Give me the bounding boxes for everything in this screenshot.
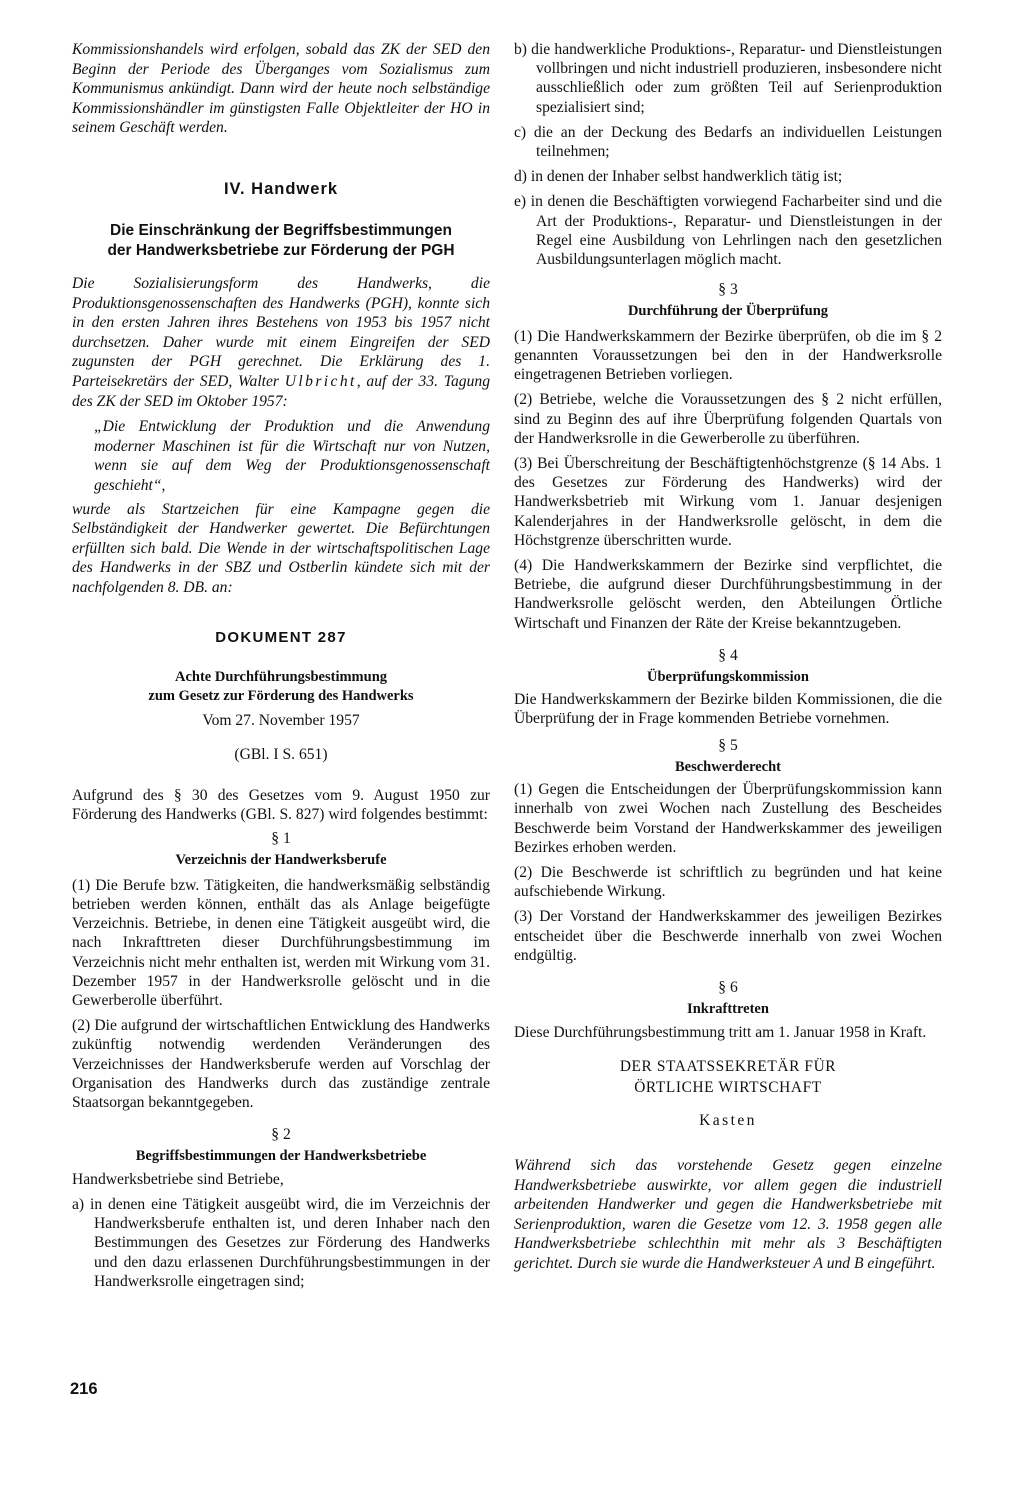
signature-block [514, 1056, 942, 1130]
signatory-name: Kasten [699, 1111, 757, 1129]
section-4-sign: § 4 [718, 646, 738, 664]
preamble: Aufgrund des § 30 des Gesetzes vom 9. August 1950 zur Förderung des Handwerks (GBl. S. 827) wird folgendes bestimmt: [72, 786, 490, 824]
section-3-paragraph-4: (4) Die Handwerkskammern der Bezirke sind verpflichtet, die Betriebe, die aufgrund dieser Durchführungsbestimmung in der Handwerksrolle gelöscht werden, den Abteilungen Örtliche Wirtschaft und Finanzen der Räte der Kreise bekanntzugeben. [514, 556, 942, 632]
quote-paragraph: „Die Entwicklung der Produktion und die Anwendung moderner Maschinen ist für die Wirtschaft nur von Nutzen, wenn sie auf dem Weg der Produktionsgenossenschaft geschieht“, [94, 418, 490, 494]
document-reference: (GBl. I S. 651) [234, 745, 328, 763]
section-5-paragraph-3: (3) Der Vorstand der Handwerkskammer des jeweiligen Bezirkes entscheidet über die Beschwerde innerhalb von zwei Wochen endgültig. [514, 908, 942, 964]
section-2-item-c: c) die an der Deckung des Bedarfs an individuellen Leistungen teilnehmen; [514, 123, 942, 161]
commentary-continuation: wurde als Startzeichen für eine Kampagne gegen die Selbständigkeit der Handwerker gewertet. Die Befürchtungen erfüllten sich bald. Die Wende in der wirtschaftspolitischen Lage des Handwerks in der SBZ und Ostberlin kündete sich mit der nachfolgenden 8. DB. an: [72, 500, 490, 596]
section-3-title: Durchführung der Überprüfung [627, 303, 829, 320]
signature-title-line-1: DER STAATSSEKRETÄR FÜR [619, 1057, 837, 1075]
commentary-name: Ulbricht [284, 372, 357, 390]
section-2-item-a: a) in denen eine Tätigkeit ausgeübt wird, die im Verzeichnis der Handwerksberufe enthalten ist, und deren Inhaber nach den Bestimmungen des Gesetzes zur Förderung des Handwerks und den dazu erlassenen Durchführungsbestimmungen in der Handwerksrolle eingetragen sind; [72, 1195, 490, 1290]
section-4-title: Überprüfungskommission [647, 668, 809, 685]
document-number: DOKUMENT 287 [215, 629, 347, 647]
right-column [514, 40, 942, 1273]
closing-commentary: Während sich das vorstehende Gesetz gegen einzelne Handwerksbetriebe auswirkte, vor allem gegen die industriell arbeitenden Handwerker und gegen die Handwerksbetriebe mit Serienproduktion, waren die Gesetze vom 12. 3. 1958 gegen alle Handwerksbetriebe schlechthin mit mehr als 3 Beschäftigten gerichtet. Durch sie wurde die Handwerksteuer A und B eingeführt. [514, 1156, 942, 1272]
intro-paragraph: Kommissionshandels wird erfolgen, sobald das ZK der SED den Beginn der Periode des Überganges vom Sozialismus zum Kommunismus ankündigt. Dann wird der heute noch selbständige Kommissionshändler im günstigsten Falle Objektleiter der HO in seinem Geschäft werden. [72, 41, 490, 137]
section-1-paragraph-2: (2) Die aufgrund der wirtschaftlichen Entwicklung des Handwerks zukünftig notwendig werdenden Veränderungen des Verzeichnisses der Handwerksberufe werden auf Vorschlag der Organisation des Handwerks durch das zuständige zentrale Staatsorgan bekanntgegeben. [72, 1017, 490, 1112]
section-3-paragraph-2: (2) Betriebe, welche die Voraussetzungen des § 2 nicht erfüllen, sind zu Beginn des auf ihre Überprüfung folgenden Quartals von der Handwerksrolle in die Gewerberolle zu überführen. [514, 391, 942, 447]
section-1-title: Verzeichnis der Handwerksberufe [175, 852, 387, 869]
section-5-paragraph-2: (2) Die Beschwerde ist schriftlich zu begründen und hat keine aufschiebende Wirkung. [514, 864, 942, 901]
commentary-text-1: Die Sozialisierungsform des Handwerks, die Produktionsgenossenschaften des Handwerks (PGH), konnte sich in den ersten Jahren ihres Bestehens von 1953 bis 1957 nicht durchsetzen. Daher wurde mit einem Eingreifen der SED zugunsten der PGH gerechnet. Die Erklärung des 1. Parteisekretärs der SED, Walter [72, 274, 490, 390]
section-3-paragraph-3: (3) Bei Überschreitung der Beschäftigtenhöchstgrenze (§ 14 Abs. 1 des Gesetzes zur Förderung des Handwerks) wird der Handwerksbetrieb mit Wirkung vom 1. Januar desjenigen Kalenderjahres in der Handwerksrolle gelöscht, in dem die Höchstgrenze überschritten wurde. [514, 454, 942, 549]
section-5-paragraph-1: (1) Gegen die Entscheidungen der Überprüfungskommission kann innerhalb von zwei Wochen nach Zustellung des Bescheides Beschwerde beim Vorstand der Handwerkskammer des jeweiligen Bezirkes erhoben werden. [514, 781, 942, 856]
section-4-paragraph-1: Die Handwerkskammern der Bezirke bilden Kommissionen, die die Überprüfung der in Frage kommenden Betriebe vornehmen. [514, 691, 942, 728]
section-2-item-d: d) in denen der Inhaber selbst handwerklich tätig ist; [514, 168, 843, 186]
signature-title-line-2: ÖRTLICHE WIRTSCHAFT [634, 1079, 822, 1097]
section-3-paragraph-1: (1) Die Handwerkskammern der Bezirke überprüfen, ob die im § 2 genannten Voraussetzungen bei den in der Handwerksrolle eingetragenen Betrieben vorliegen. [514, 327, 942, 384]
commentary-text-2: , auf der 33. Tagung des ZK der SED im Oktober 1957: [72, 372, 490, 410]
document-title-line-2: zum Gesetz zur Förderung des Handwerks [148, 687, 414, 704]
section-1-sign: § 1 [271, 830, 291, 848]
section-2-sign: § 2 [271, 1126, 291, 1144]
document-title-line-1: Achte Durchführungsbestimmung [174, 669, 388, 686]
subtitle-line-2: der Handwerksbetriebe zur Förderung der PGH [107, 242, 455, 260]
section-6-sign: § 6 [718, 979, 738, 997]
section-1-paragraph-1: (1) Die Berufe bzw. Tätigkeiten, die handwerksmäßig selbständig betrieben werden können, enthält das als Anlage beigefügte Verzeichnis. Betriebe, in denen eine Tätigkeit ausgeübt wird, die nach Inkrafttreten dieser Durchführungsbestimmung im Verzeichnis nicht mehr enthalten ist, werden mit Wirkung vom 31. Dezember 1957 in der Handwerksrolle gelöscht und in die Gewerberolle überführt. [72, 876, 490, 1009]
section-2-item-b: b) die handwerkliche Produktions-, Reparatur- und Dienstleistungen vollbringen und nicht industriell produzieren, insbesondere nicht ausschließlich oder zum größten Teil auf Serienproduktion spezialisiert sind; [514, 41, 942, 116]
document-date: Vom 27. November 1957 [202, 712, 360, 730]
section-3-sign: § 3 [718, 281, 738, 299]
section-6-title: Inkrafttreten [687, 1001, 769, 1018]
commentary-paragraph [72, 274, 490, 411]
section-5-title: Beschwerderecht [674, 758, 782, 775]
section-6-paragraph-1: Diese Durchführungsbestimmung tritt am 1. Januar 1958 in Kraft. [514, 1023, 927, 1041]
left-column [72, 40, 490, 1291]
section-2-intro: Handwerksbetriebe sind Betriebe, [72, 1170, 284, 1188]
document-title [72, 668, 490, 705]
section-subtitle [72, 221, 490, 262]
section-2-title: Begriffsbestimmungen der Handwerksbetriebe [135, 1148, 427, 1165]
section-5-sign: § 5 [718, 736, 738, 754]
subtitle-line-1: Die Einschränkung der Begriffsbestimmungen [110, 221, 452, 239]
section-2-item-e: e) in denen die Beschäftigten vorwiegend Facharbeiter sind und die Art der Produktions-, Reparatur- und Dienstleistungen in der Regel eine Ausbildung von Lehrlingen nach den gesetzlichen Ausbildungsunterlagen möglich macht. [514, 193, 942, 269]
section-title: IV. Handwerk [223, 179, 339, 198]
page-number: 216 [70, 1380, 98, 1398]
